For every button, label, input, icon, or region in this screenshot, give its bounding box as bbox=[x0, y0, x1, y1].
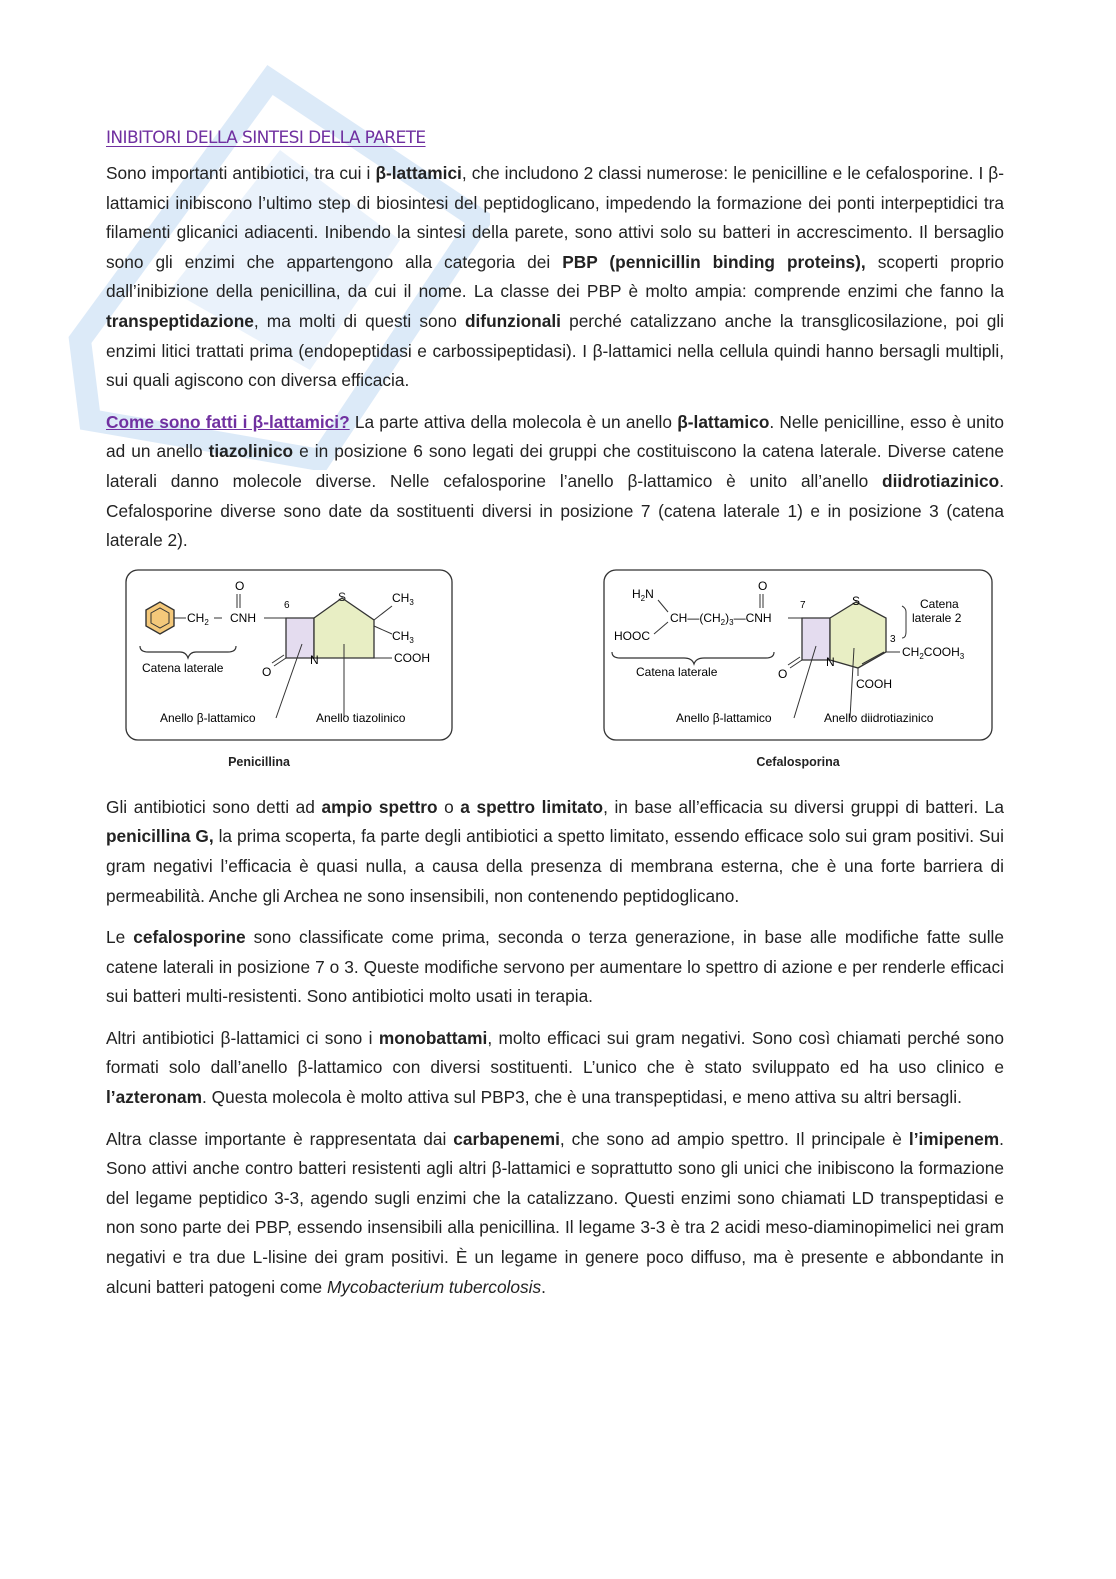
figure-row bbox=[106, 568, 1004, 773]
position-3: 3 bbox=[890, 633, 896, 645]
text-run: , ma molti di questi sono bbox=[253, 310, 465, 331]
text-run: Altra classe importante è rappresentata dai bbox=[106, 1128, 454, 1149]
cephalosporin-caption: Cefalosporina bbox=[756, 754, 840, 769]
catena-2-label-a: Catena bbox=[920, 596, 959, 611]
bold-term: cefalosporine bbox=[133, 927, 246, 948]
catena-2-label-b: laterale 2 bbox=[912, 610, 962, 625]
text-run: . Nelle penicilline, esso è unito ad un anello bbox=[106, 411, 1004, 462]
ch-chain-label: $CH—(CH_2)_3—CNH$ bbox=[670, 610, 772, 627]
bold-term: a spettro limitato bbox=[460, 796, 604, 817]
text-run: Sono importanti antibiotici, tra cui i bbox=[106, 163, 376, 183]
paragraph bbox=[106, 1125, 1004, 1303]
bold-term: β-lattamici bbox=[375, 163, 462, 183]
beta-lactam-ring bbox=[286, 618, 314, 658]
text-run: Le bbox=[106, 927, 134, 948]
text-run: Altri antibiotici β-lattamici ci sono i bbox=[106, 1027, 379, 1048]
text-run: , che includono 2 classi numerose: le penicilline e le cefalosporine. I β-lattamici inibiscono l’ultimo step di biosintesi del peptidoglicano, impedendo la formazione dei ponti interpeptidici tra filamenti glicanici adiacenti. Inibendo la sintesi della parete, sono attivi solo su batteri in accrescimento. Il bersaglio sono gli enzimi che appartengono alla categoria dei bbox=[106, 163, 1004, 272]
bold-term: PBP (pennicillin binding proteins), bbox=[562, 251, 866, 272]
anello-beta-label: Anello β-lattamico bbox=[160, 710, 256, 725]
benzene-ring bbox=[146, 602, 174, 634]
bold-term: penicillina G, bbox=[106, 826, 214, 847]
catena-laterale-label: Catena laterale bbox=[142, 660, 224, 675]
anello-beta-label: Anello β-lattamico bbox=[676, 710, 772, 725]
nitrogen-label: N bbox=[826, 654, 835, 669]
text-run: e in posizione 6 sono legati dei gruppi che costituiscono la catena laterale. Diverse catene laterali danno molecole diverse. Nelle cefalosporine l’anello β-lattamico è unito all’anello bbox=[106, 441, 1004, 491]
italic-term: Mycobacterium tubercolosis bbox=[326, 1276, 542, 1297]
bold-term: ampio spettro bbox=[321, 796, 438, 817]
h2n-label: $H_2N$ bbox=[632, 586, 654, 603]
text-run: , in base all’efficacia su diversi gruppi di batteri. La bbox=[603, 796, 1004, 817]
ch2cooh-label: $CH_2COOH_3$ bbox=[902, 644, 965, 661]
text-run: , che sono ad ampio spettro. Il principale è bbox=[559, 1128, 909, 1149]
nitrogen-label: N bbox=[310, 652, 319, 667]
text-run: , molto efficaci sui gram negativi. Sono così chiamati perché sono formati solo dall’anello β-lattamico con diversi sostituenti. L’unico che è stato sviluppato ed ha uso clinico e bbox=[106, 1027, 1004, 1078]
sulfur-label: S bbox=[338, 589, 347, 604]
text-run: . Cefalosporine diverse sono date da sostituenti diversi in posizione 7 (catena laterale 1) e in posizione 3 (catena laterale 2). bbox=[106, 470, 1004, 551]
beta-lactam-ring bbox=[802, 618, 830, 660]
ch3-top: $CH_3$ bbox=[392, 590, 414, 607]
bold-term: monobattami bbox=[378, 1027, 488, 1048]
paragraphs-after-figure bbox=[106, 793, 1004, 1303]
paragraph bbox=[106, 923, 1004, 1012]
oxygen-low: O bbox=[262, 664, 272, 679]
anello-diidrotiazinico-label: Anello diidrotiazinico bbox=[824, 710, 934, 725]
cephalosporin-structure bbox=[602, 568, 994, 748]
text-run: perché catalizzano anche la transglicosilazione, poi gli enzimi litici trattati prima (endopeptidasi e carbossipeptidasi). I β-lattamici nella cellula quindi hanno bersagli multipli, sui quali agiscono con diversa efficacia. bbox=[106, 310, 1005, 391]
text-run: . Questa molecola è molto attiva sul PBP3, che è una transpeptidasi, e meno attiva su altri bersagli. bbox=[202, 1087, 962, 1108]
hooc-label: HOOC bbox=[614, 628, 650, 643]
oxygen-top: O bbox=[235, 578, 245, 593]
text-run: La parte attiva della molecola è un anello bbox=[349, 411, 678, 432]
text-run: la prima scoperta, fa parte degli antibiotici a spetto limitato, essendo efficace solo sui gram positivi. Sui gram negativi l’efficacia è quasi nulla, a causa della presenza di membrana esterna, che è una forte barriera di permeabilità. Anche gli Archea ne sono insensibili, non contenendo peptidoglicano. bbox=[106, 826, 1004, 906]
bold-term: l’imipenem bbox=[908, 1128, 1000, 1149]
paragraph bbox=[106, 408, 1004, 556]
bold-term: l’azteronam bbox=[106, 1087, 203, 1108]
oxygen-low: O bbox=[778, 666, 788, 681]
text-run: scoperti proprio dall’inibizione della penicillina, da cui il nome. La classe dei PBP è molto ampia: comprende enzimi che fanno la bbox=[106, 251, 1004, 302]
paragraph bbox=[106, 1024, 1004, 1113]
subheading: Come sono fatti i β-lattamici? bbox=[106, 411, 350, 432]
oxygen-top: O bbox=[758, 578, 768, 593]
ch3-mid: $CH_3$ bbox=[392, 628, 414, 645]
paragraph bbox=[106, 159, 1004, 396]
ch2-label: $CH_2$ bbox=[187, 610, 209, 627]
text-run: Gli antibiotici sono detti ad bbox=[106, 796, 322, 817]
penicillin-caption: Penicillina bbox=[228, 754, 290, 769]
cooh-label: COOH bbox=[856, 676, 892, 691]
page-title: INIBITORI DELLA SINTESI DELLA PARETE bbox=[106, 128, 426, 148]
bold-term: diidrotiazinico bbox=[882, 470, 1000, 491]
cephalosporin-figure bbox=[602, 568, 994, 769]
bold-term: difunzionali bbox=[464, 310, 561, 331]
text-run: sono classificate come prima, seconda o terza generazione, in base alle modifiche fatte sulle catene laterali in posizione 7 o 3. Queste modifiche servono per aumentare lo spettro di azione e per renderle efficaci sui batteri multi-resistenti. Sono antibiotici molto usati in terapia. bbox=[106, 927, 1004, 1007]
text-run: . Sono attivi anche contro batteri resistenti agli altri β-lattamici e soprattutto sono gli unici che inibiscono la formazione del legame peptidico 3-3, agendo sugli enzimi che la catalizzano. Questi enzimi sono chiamati LD transpeptidasi e non sono parte dei PBP, essendo insensibili alla penicillina. Il legame 3-3 è tra 2 acidi meso-diaminopimelici nei gram negativi e tra due L-lisine dei gram positivi. È un legame in genere poco diffuso, ma è presente e abbondante in alcuni batteri patogeni come bbox=[106, 1128, 1004, 1297]
position-6: 6 bbox=[284, 599, 290, 611]
cnh-label: CNH bbox=[230, 610, 256, 625]
penicillin-structure bbox=[124, 568, 454, 748]
text-run: o bbox=[437, 796, 461, 817]
text-run: . bbox=[541, 1276, 546, 1297]
bold-term: carbapenemi bbox=[453, 1128, 560, 1149]
bold-term: β-lattamico bbox=[677, 411, 770, 432]
position-7: 7 bbox=[800, 599, 806, 611]
paragraphs-before-figure bbox=[106, 159, 1004, 556]
bold-term: tiazolinico bbox=[208, 441, 294, 462]
paragraph bbox=[106, 793, 1004, 911]
catena-laterale-label: Catena laterale bbox=[636, 664, 718, 679]
cooh-label: COOH bbox=[394, 650, 430, 665]
anello-tiazolinico-label: Anello tiazolinico bbox=[316, 710, 406, 725]
bold-term: transpeptidazione bbox=[106, 310, 254, 331]
penicillin-figure bbox=[124, 568, 454, 769]
sulfur-label: S bbox=[852, 593, 861, 608]
document-page bbox=[106, 128, 1004, 1314]
